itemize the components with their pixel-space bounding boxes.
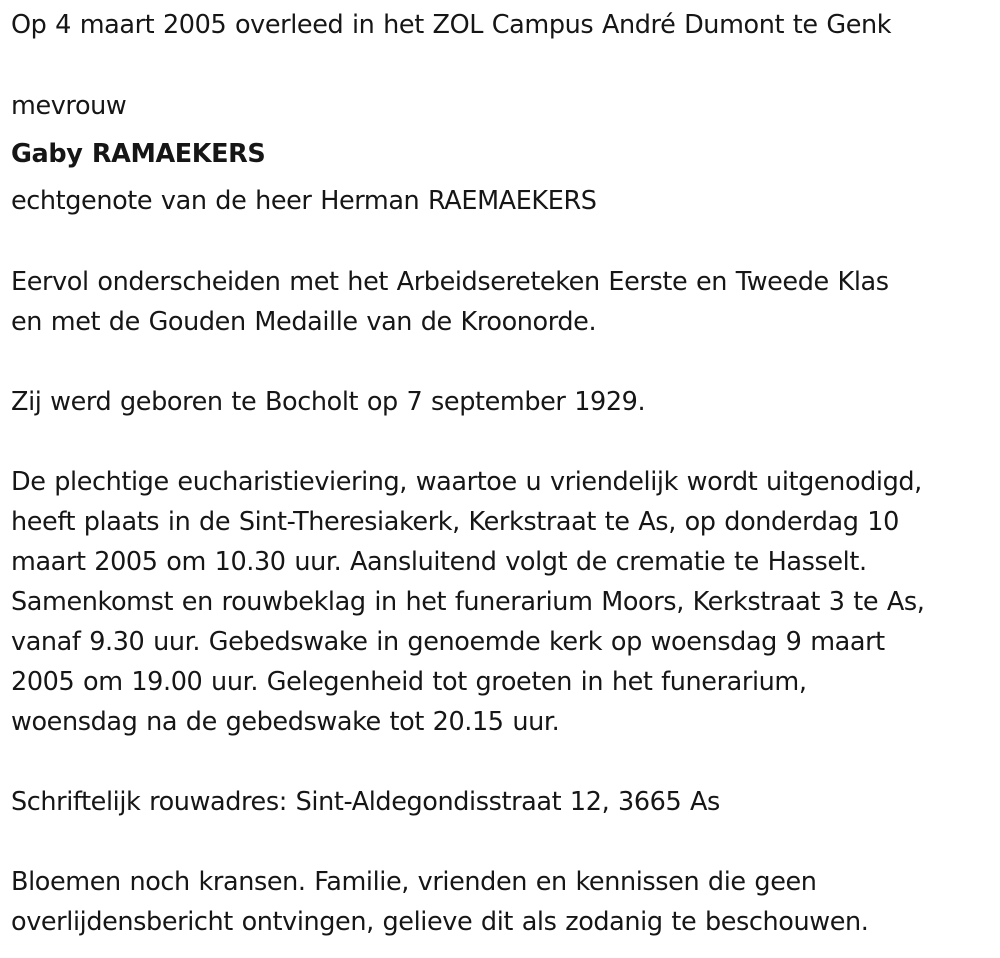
birth-line: Zij werd geboren te Bocholt op 7 september 1929. [11,387,646,417]
ceremony-line: De plechtige eucharistieviering, waartoe u vriendelijk wordt uitgenodigd, [11,467,922,497]
ceremony-line: heeft plaats in de Sint-Theresiakerk, Kerkstraat te As, op donderdag 10 [11,507,899,537]
deceased-name: Gaby RAMAEKERS [11,139,266,169]
mailing-address: Schriftelijk rouwadres: Sint-Aldegondisstraat 12, 3665 As [11,787,720,817]
honors-line: Eervol onderscheiden met het Arbeidsereteken Eerste en Tweede Klas [11,267,889,297]
ceremony-line: maart 2005 om 10.30 uur. Aansluitend volgt de crematie te Hasselt. [11,547,867,577]
death-announcement: Op 4 maart 2005 overleed in het ZOL Campus André Dumont te Genk [11,10,892,40]
ceremony-line: vanaf 9.30 uur. Gebedswake in genoemde kerk op woensdag 9 maart [11,627,885,657]
salutation: mevrouw [11,91,127,121]
ceremony-line: Samenkomst en rouwbeklag in het funerarium Moors, Kerkstraat 3 te As, [11,587,925,617]
closing-line: overlijdensbericht ontvingen, gelieve dit als zodanig te beschouwen. [11,907,869,937]
closing-line: Bloemen noch kransen. Familie, vrienden en kennissen die geen [11,867,817,897]
spouse-line: echtgenote van de heer Herman RAEMAEKERS [11,186,597,216]
honors-line: en met de Gouden Medaille van de Kroonorde. [11,307,597,337]
ceremony-line: 2005 om 19.00 uur. Gelegenheid tot groeten in het funerarium, [11,667,807,697]
ceremony-line: woensdag na de gebedswake tot 20.15 uur. [11,707,560,737]
